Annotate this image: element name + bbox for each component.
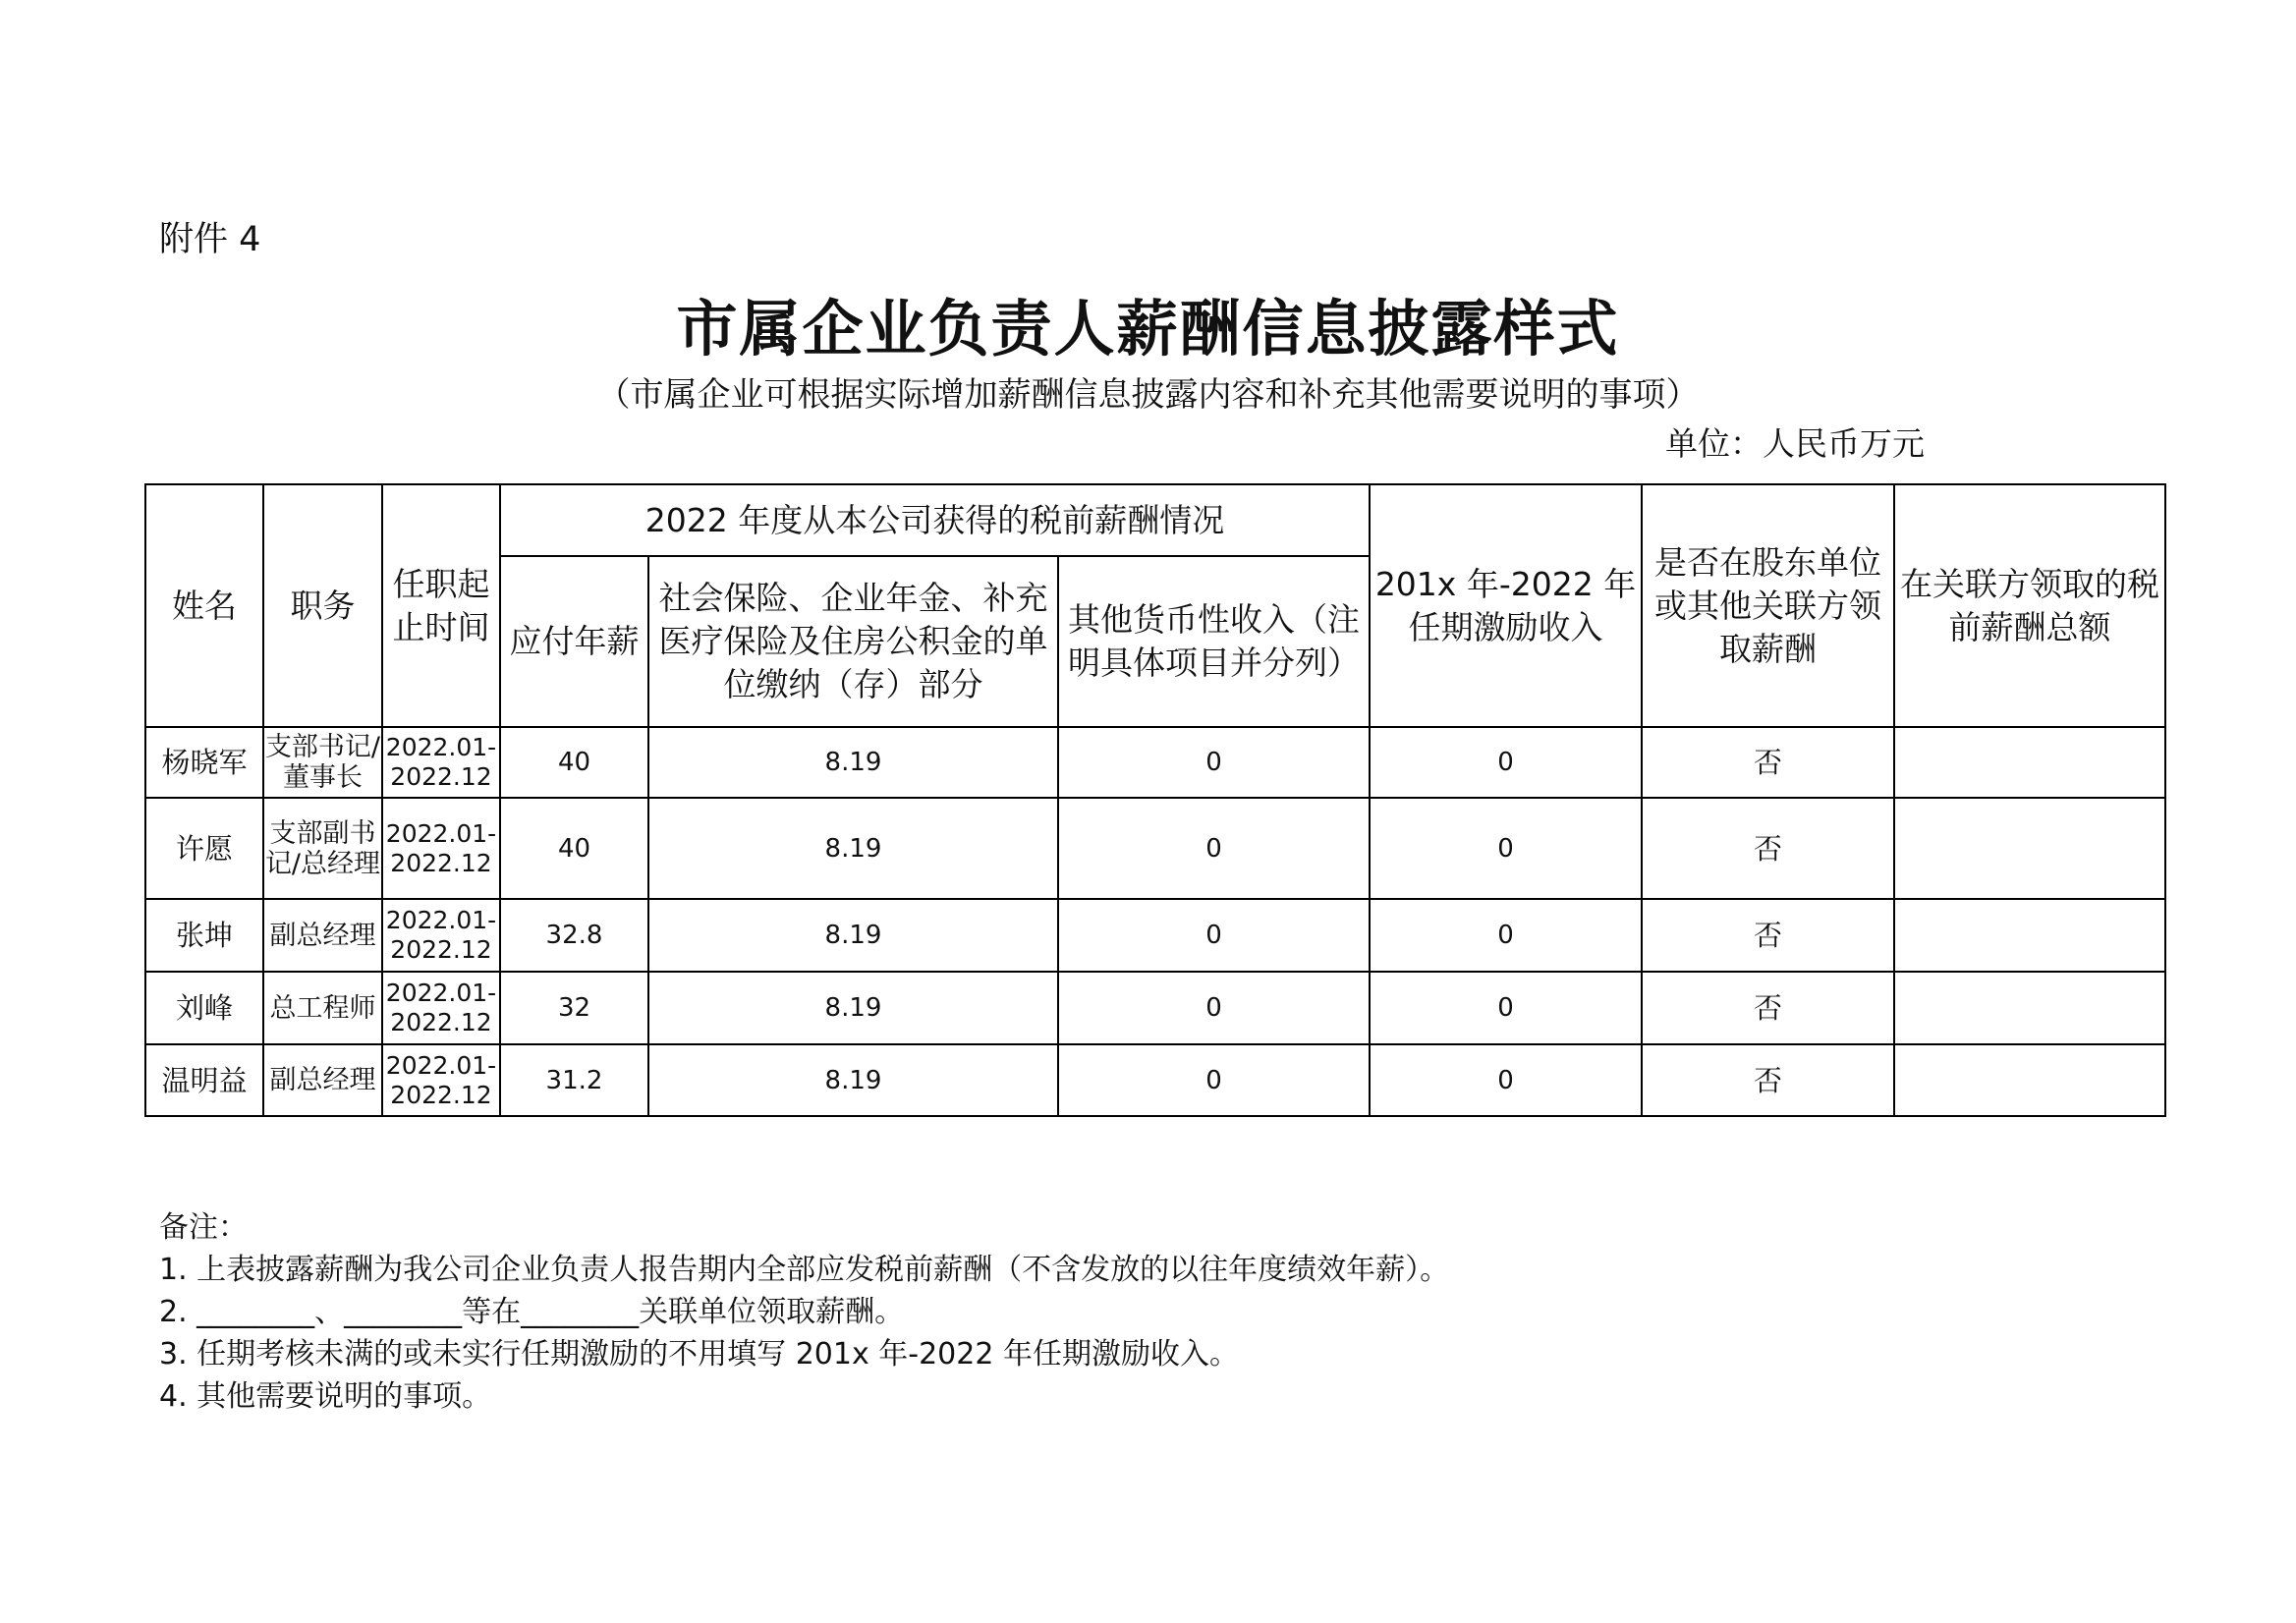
header-shareholder: 是否在股东单位或其他关联方领取薪酬 xyxy=(1642,484,1894,727)
cell-position: 副总经理 xyxy=(263,899,382,972)
cell-incentive: 0 xyxy=(1370,798,1642,899)
cell-salary: 31.2 xyxy=(500,1044,648,1116)
cell-position: 副总经理 xyxy=(263,1044,382,1116)
cell-name: 张坤 xyxy=(145,899,263,972)
cell-shareholder: 否 xyxy=(1642,1044,1894,1116)
cell-position: 支部副书记/总经理 xyxy=(263,798,382,899)
table-row xyxy=(145,798,2165,899)
cell-name: 杨晓军 xyxy=(145,727,263,798)
table-row xyxy=(145,1044,2165,1116)
table-row xyxy=(145,727,2165,798)
header-position: 职务 xyxy=(263,484,382,727)
cell-term: 2022.01-2022.12 xyxy=(382,798,500,899)
cell-other-income: 0 xyxy=(1058,798,1370,899)
cell-salary: 32 xyxy=(500,972,648,1044)
cell-salary: 40 xyxy=(500,798,648,899)
header-salary: 应付年薪 xyxy=(500,556,648,727)
notes-heading: 备注： xyxy=(159,1210,248,1245)
page-subtitle: （市属企业可根据实际增加薪酬信息披露内容和补充其他需要说明的事项） xyxy=(596,375,1700,415)
cell-related-total xyxy=(1894,899,2165,972)
cell-shareholder: 否 xyxy=(1642,798,1894,899)
cell-insurance: 8.19 xyxy=(648,1044,1058,1116)
cell-incentive: 0 xyxy=(1370,1044,1642,1116)
cell-insurance: 8.19 xyxy=(648,972,1058,1044)
note-item: 3. 任期考核未满的或未实行任期激励的不用填写 201x 年-2022 年任期激励收入。 xyxy=(159,1337,1239,1371)
header-related-total: 在关联方领取的税前薪酬总额 xyxy=(1894,484,2165,727)
header-other-income: 其他货币性收入（注明具体项目并分列） xyxy=(1058,556,1370,727)
cell-shareholder: 否 xyxy=(1642,727,1894,798)
cell-insurance: 8.19 xyxy=(648,899,1058,972)
attachment-label: 附件 4 xyxy=(159,220,261,259)
table-row xyxy=(145,972,2165,1044)
table-row xyxy=(145,899,2165,972)
page-title: 市属企业负责人薪酬信息披露样式 xyxy=(676,293,1620,364)
cell-name: 许愿 xyxy=(145,798,263,899)
header-term: 任职起止时间 xyxy=(382,484,500,727)
cell-other-income: 0 xyxy=(1058,972,1370,1044)
cell-name: 刘峰 xyxy=(145,972,263,1044)
header-incentive: 201x 年-2022 年任期激励收入 xyxy=(1370,484,1642,727)
cell-incentive: 0 xyxy=(1370,972,1642,1044)
cell-position: 总工程师 xyxy=(263,972,382,1044)
cell-term: 2022.01-2022.12 xyxy=(382,899,500,972)
cell-shareholder: 否 xyxy=(1642,972,1894,1044)
cell-other-income: 0 xyxy=(1058,899,1370,972)
cell-insurance: 8.19 xyxy=(648,798,1058,899)
cell-position: 支部书记/董事长 xyxy=(263,727,382,798)
cell-incentive: 0 xyxy=(1370,899,1642,972)
cell-insurance: 8.19 xyxy=(648,727,1058,798)
cell-related-total xyxy=(1894,1044,2165,1116)
cell-related-total xyxy=(1894,972,2165,1044)
cell-term: 2022.01-2022.12 xyxy=(382,1044,500,1116)
salary-table xyxy=(144,483,2166,1117)
cell-term: 2022.01-2022.12 xyxy=(382,972,500,1044)
note-item: 4. 其他需要说明的事项。 xyxy=(159,1379,492,1414)
cell-name: 温明益 xyxy=(145,1044,263,1116)
unit-label: 单位：人民币万元 xyxy=(1665,424,1925,463)
cell-incentive: 0 xyxy=(1370,727,1642,798)
cell-other-income: 0 xyxy=(1058,1044,1370,1116)
note-item: 2. ________、________等在________关联单位领取薪酬。 xyxy=(159,1295,905,1329)
cell-related-total xyxy=(1894,727,2165,798)
cell-term: 2022.01-2022.12 xyxy=(382,727,500,798)
notes-section xyxy=(159,1206,1449,1418)
cell-related-total xyxy=(1894,798,2165,899)
header-insurance: 社会保险、企业年金、补充医疗保险及住房公积金的单位缴纳（存）部分 xyxy=(648,556,1058,727)
note-item: 1. 上表披露薪酬为我公司企业负责人报告期内全部应发税前薪酬（不含发放的以往年度绩效年薪）。 xyxy=(159,1253,1450,1287)
cell-shareholder: 否 xyxy=(1642,899,1894,972)
cell-salary: 32.8 xyxy=(500,899,648,972)
cell-salary: 40 xyxy=(500,727,648,798)
header-name: 姓名 xyxy=(145,484,263,727)
header-group: 2022 年度从本公司获得的税前薪酬情况 xyxy=(500,484,1370,556)
cell-other-income: 0 xyxy=(1058,727,1370,798)
